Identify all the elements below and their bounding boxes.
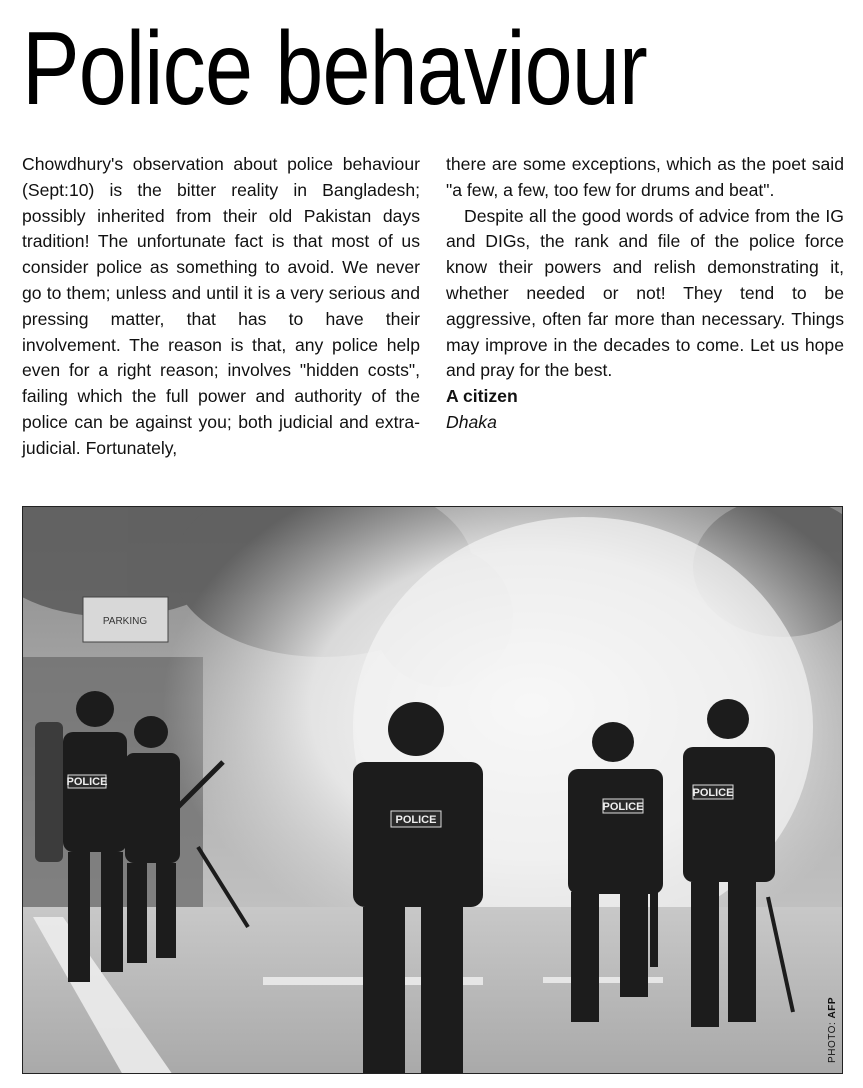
letter-left-column: [22, 152, 420, 462]
signature-name: A citizen: [446, 386, 518, 407]
svg-text:POLICE: POLICE: [66, 776, 108, 788]
letter-right-column: [446, 152, 844, 436]
svg-text:POLICE: POLICE: [395, 814, 437, 826]
svg-text:POLICE: POLICE: [692, 787, 734, 799]
letter-paragraph-2: Despite all the good words of advice from the IG and DIGs, the rank and file of the police force know their powers and relish demonstrating it, whether needed or not! They tend to be aggressive, often far more than necessary. Things may improve in the decades to come. Let us hope and pray for the best.: [446, 205, 844, 381]
headline: Police behaviour: [22, 11, 647, 127]
letter-paragraph-1-continued: there are some exceptions, which as the poet said "a few, a few, too few for drums and beat".: [446, 154, 844, 200]
letter-paragraph-1: Chowdhury's observation about police behaviour (Sept:10) is the bitter reality in Bangladesh; possibly inherited from their old Pakistan days tradition! The unfortunate fact is that most of us consider police as something to avoid. We never go to them; unless and until it is a very serious and pressing matter, that has to have their involvement. The reason is that, any police help even for a right reason; involves "hidden costs", failing which the full power and authority of the police can be against you; both judicial and extra-judicial. Fortunately,: [22, 154, 420, 458]
photo-illustration: [23, 507, 843, 1074]
photo-credit: PHOTO: AFP: [827, 997, 838, 1063]
svg-text:POLICE: POLICE: [602, 801, 644, 813]
signature-place: Dhaka: [446, 411, 497, 432]
riot-police-photo: [22, 506, 843, 1074]
